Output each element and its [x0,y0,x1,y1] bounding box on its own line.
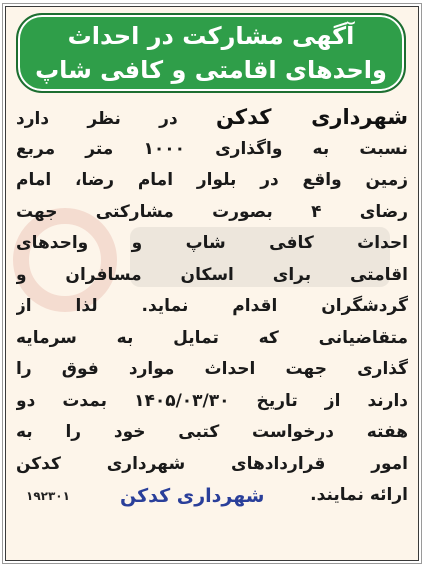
body-line: نسبت به واگذاری ۱۰۰۰ متر مربع [16,138,408,159]
body-line: احداث کافی شاپ و واحدهای [16,233,408,253]
signature-municipality: شهرداری کدکن [120,484,265,507]
body-line: گردشگران اقدام نماید. لذا از [16,296,408,316]
ad-title-line-2: واحدهای اقامتی و کافی شاپ [35,56,387,84]
body-line-1-rest: در نظر دارد [16,109,178,129]
body-highlight-municipality: شهرداری کدکن [215,105,408,129]
body-last-line [16,480,408,512]
body-closing-text: ارائه نمایند. [310,485,408,505]
body-line: گذاری جهت احداث موارد فوق را [16,359,408,379]
ad-code-number: ۱۹۲۳۰۱ [26,488,70,503]
body-line: اقامتی برای اسکان مسافران و [16,264,408,285]
body-line [16,102,408,134]
ad-title-line-1: آگهی مشارکت در احداث [67,22,355,50]
ad-title-banner [16,13,406,93]
body-line: دارند از تاریخ ۱۴۰۵/۰۳/۳۰ بمدت دو [16,390,408,411]
ad-body-text [16,102,408,512]
body-line: امور قراردادهای شهرداری کدکن [16,453,408,474]
body-line: زمین واقع در بلوار امام رضا، امام [16,170,408,190]
body-line: متقاضیانی که تمایل به سرمایه [16,327,408,348]
body-line: رضای ۴ بصورت مشارکتی جهت [16,201,408,222]
body-line: هفته درخواست کتبی خود را به [16,422,408,442]
